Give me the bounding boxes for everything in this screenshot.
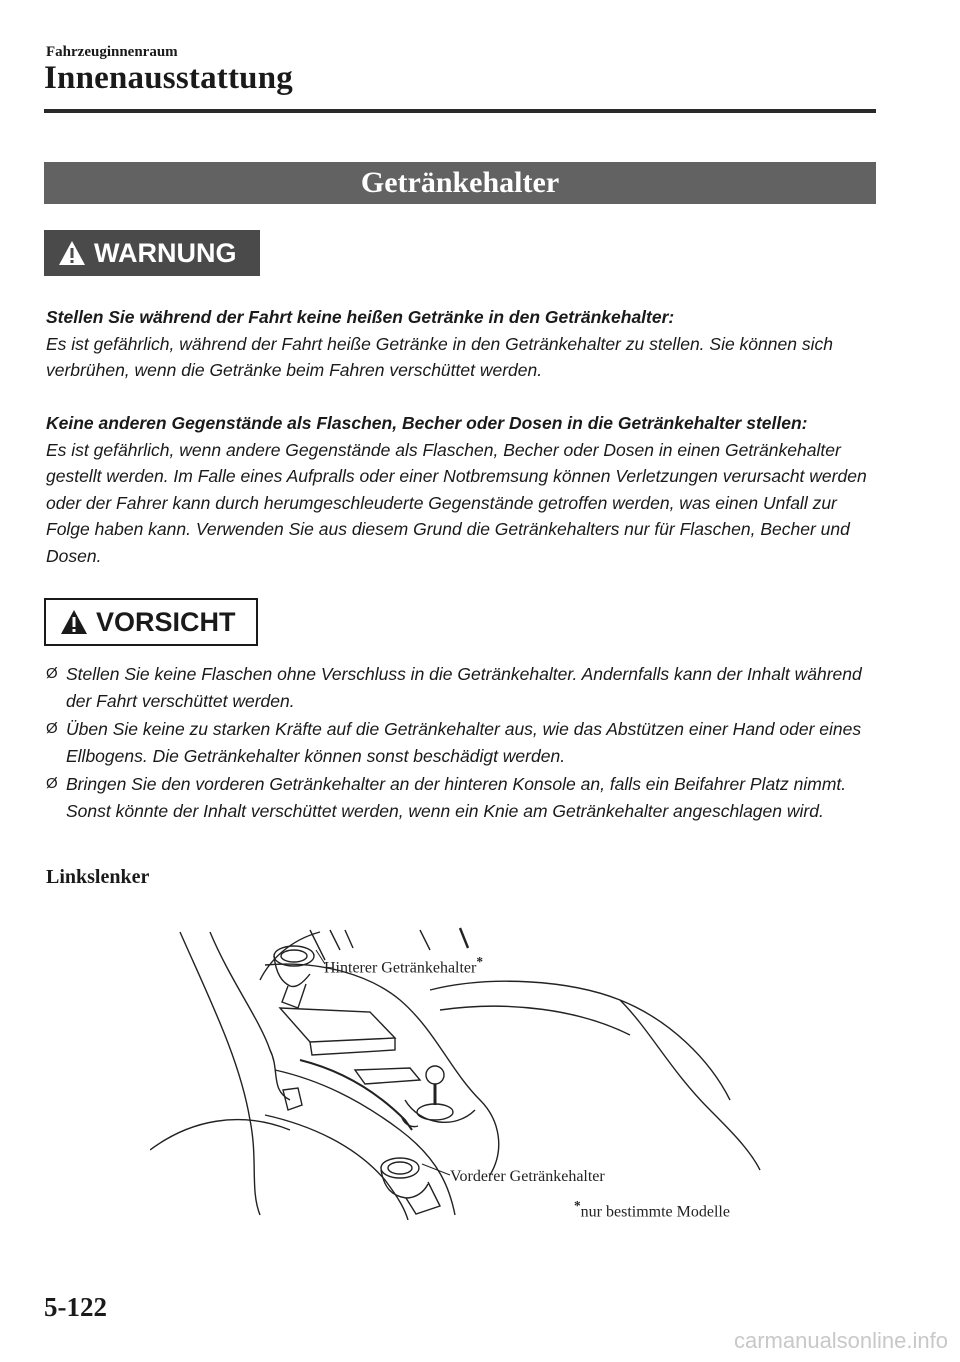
footnote-text: nur bestimmte Modelle — [580, 1203, 730, 1221]
warning-paragraph-1 — [46, 304, 876, 384]
heading-title: Getränkehalter — [360, 166, 560, 199]
asterisk-icon: * — [574, 1198, 581, 1213]
caution-item-text: Üben Sie keine zu starken Kräfte auf die Getränkehalter aus, wie das Abstützen einer Hand oder eines Ellbogens. Die Getränkehalter können sonst beschädigt werden. — [66, 719, 862, 766]
caution-item — [46, 716, 876, 769]
caution-item — [46, 661, 876, 714]
warning-text-1: Es ist gefährlich, während der Fahrt heiße Getränke in den Getränkehalter zu stellen. Sie können sich verbrühen, wenn die Getränke beim Fahren verschüttet werden. — [46, 333, 833, 380]
chapter-title: Innenausstattung — [44, 60, 293, 96]
bullet-arrow-icon: Ø — [46, 665, 58, 682]
section-label: Fahrzeuginnenraum — [46, 44, 178, 60]
front-cup-holder-label: Vorderer Getränkehalter — [450, 1168, 605, 1185]
chapter-rule — [44, 109, 876, 113]
caution-badge-label: VORSICHT — [96, 606, 236, 637]
callout-front-cup-holder — [450, 1168, 605, 1186]
warning-paragraph-2 — [46, 410, 876, 569]
warning-badge-label: WARNUNG — [94, 237, 237, 268]
console-figure — [150, 920, 790, 1220]
warning-lead-2: Keine anderen Gegenstände als Flaschen, Becher oder Dosen in die Getränkehalter stellen: — [46, 413, 808, 433]
caution-list — [46, 661, 876, 826]
warning-lead-1: Stellen Sie während der Fahrt keine heißen Getränke in den Getränkehalter: — [46, 307, 675, 327]
heading-bar — [44, 162, 876, 204]
caution-item — [46, 771, 876, 824]
bullet-arrow-icon: Ø — [46, 720, 58, 737]
caution-badge — [44, 598, 258, 646]
figure-footnote — [574, 1198, 730, 1221]
warning-badge — [44, 230, 260, 276]
warning-text-2: Es ist gefährlich, wenn andere Gegenstände als Flaschen, Becher oder Dosen in einen Getränkehalter gestellt werden. Im Falle eines Aufpralls oder einer Notbremsung können Verletzungen verursacht werden oder der Fahrer kann durch herumgeschleuderte Gegenstände getroffen werden, was einen Unfall zur Folge haben kann. Verwenden Sie aus diesem Grund die Getränkehalters nur für Flaschen, Becher und Dosen. — [46, 439, 867, 566]
watermark: carmanualsonline.info — [733, 1328, 948, 1353]
subheading-linkslenker: Linkslenker — [46, 866, 150, 888]
asterisk-icon: * — [476, 954, 484, 969]
caution-triangle-icon — [60, 609, 88, 635]
warning-triangle-icon — [58, 240, 86, 266]
page-number: 5-122 — [44, 1292, 107, 1322]
callout-rear-cup-holder — [324, 954, 483, 977]
caution-item-text: Bringen Sie den vorderen Getränkehalter an der hinteren Konsole an, falls ein Beifahrer Platz nimmt. Sonst könnte der Inhalt verschüttet werden, wenn ein Knie am Getränkehalter angeschlagen wird. — [66, 774, 847, 821]
caution-item-text: Stellen Sie keine Flaschen ohne Verschluss in die Getränkehalter. Andernfalls kann der Inhalt während der Fahrt verschüttet werden. — [66, 664, 862, 711]
rear-cup-holder-label: Hinterer Getränkehalter — [324, 959, 477, 977]
bullet-arrow-icon: Ø — [46, 775, 58, 792]
